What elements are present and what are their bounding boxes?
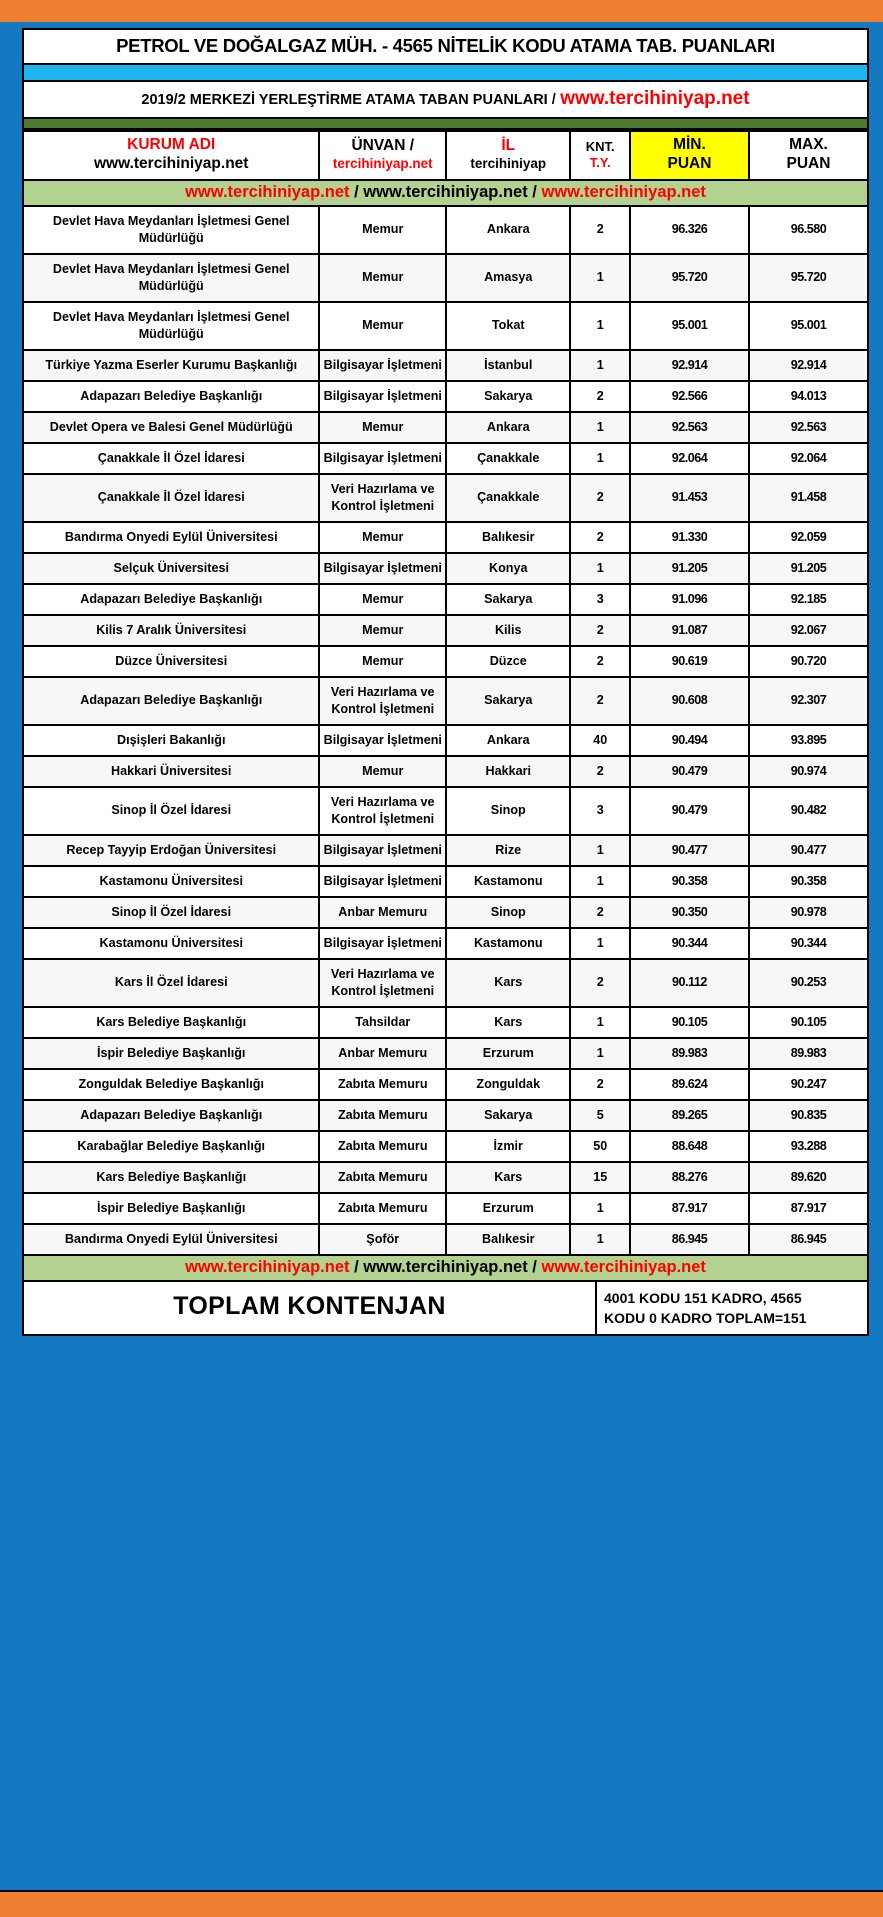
cell-kurum: Devlet Hava Meydanları İşletmesi Genel Müdürlüğü [23,302,319,350]
cell-min-puan: 95.001 [630,302,749,350]
cell-kurum: Adapazarı Belediye Başkanlığı [23,1100,319,1131]
cell-kontenjan: 2 [570,522,630,553]
table-row [23,1038,868,1069]
table-row [23,1162,868,1193]
cell-kurum: Türkiye Yazma Eserler Kurumu Başkanlığı [23,350,319,381]
cell-max-puan: 86.945 [749,1224,868,1255]
cell-min-puan: 91.087 [630,615,749,646]
banner-sep-2: / [532,182,537,201]
cell-il: Sakarya [446,584,570,615]
cell-il: Kastamonu [446,928,570,959]
cell-il: Rize [446,835,570,866]
cell-min-puan: 89.624 [630,1069,749,1100]
top-orange-band [0,0,883,22]
green-divider-strip [22,119,869,130]
banner-link-c[interactable]: www.tercihiniyap.net [541,182,706,201]
cell-il: Zonguldak [446,1069,570,1100]
cell-unvan: Zabıta Memuru [319,1193,446,1224]
cell-max-puan: 91.205 [749,553,868,584]
cell-il: Balıkesir [446,522,570,553]
table-row [23,522,868,553]
cell-unvan: Zabıta Memuru [319,1131,446,1162]
cell-unvan: Zabıta Memuru [319,1069,446,1100]
cell-kurum: Karabağlar Belediye Başkanlığı [23,1131,319,1162]
cell-il: Kars [446,959,570,1007]
table-row [23,302,868,350]
cell-kontenjan: 2 [570,677,630,725]
total-quota-label: TOPLAM KONTENJAN [173,1291,446,1320]
cell-kurum: Devlet Hava Meydanları İşletmesi Genel Müdürlüğü [23,206,319,254]
cell-unvan: Bilgisayar İşletmeni [319,725,446,756]
cell-kurum: Bandırma Onyedi Eylül Üniversitesi [23,1224,319,1255]
cell-max-puan: 92.067 [749,615,868,646]
cell-kurum: Çanakkale İl Özel İdaresi [23,474,319,522]
cell-min-puan: 92.566 [630,381,749,412]
cell-il: Tokat [446,302,570,350]
cell-max-puan: 90.247 [749,1069,868,1100]
cell-kontenjan: 2 [570,1069,630,1100]
cell-max-puan: 95.001 [749,302,868,350]
cell-min-puan: 92.064 [630,443,749,474]
cell-min-puan: 90.608 [630,677,749,725]
cell-unvan: Memur [319,412,446,443]
cell-kontenjan: 1 [570,1193,630,1224]
cell-kurum: İspir Belediye Başkanlığı [23,1193,319,1224]
banner-cell-top [23,180,868,206]
banner-row-bottom [23,1255,868,1281]
cell-kurum: Bandırma Onyedi Eylül Üniversitesi [23,522,319,553]
cell-kontenjan: 5 [570,1100,630,1131]
table-row [23,474,868,522]
table-row [23,254,868,302]
cell-unvan: Memur [319,646,446,677]
cell-max-puan: 92.064 [749,443,868,474]
column-header-kontenjan [570,131,630,180]
cell-unvan: Memur [319,756,446,787]
column-header-unvan [319,131,446,180]
header-il-line1: İL [501,137,516,155]
cell-il: Sakarya [446,1100,570,1131]
cell-max-puan: 90.105 [749,1007,868,1038]
cell-max-puan: 90.835 [749,1100,868,1131]
cell-kontenjan: 1 [570,928,630,959]
cell-il: Ankara [446,412,570,443]
header-min-line1: MİN. [673,136,706,153]
table-row [23,928,868,959]
table-row [23,725,868,756]
table-row [23,959,868,1007]
cell-unvan: Bilgisayar İşletmeni [319,553,446,584]
cell-max-puan: 90.253 [749,959,868,1007]
header-max-line1: MAX. [789,136,828,153]
cell-unvan: Tahsildar [319,1007,446,1038]
table-row [23,866,868,897]
footer-bar [22,1282,869,1337]
table-row [23,1131,868,1162]
cell-max-puan: 90.344 [749,928,868,959]
cell-min-puan: 86.945 [630,1224,749,1255]
cell-kontenjan: 2 [570,646,630,677]
cell-kurum: Adapazarı Belediye Başkanlığı [23,381,319,412]
cell-min-puan: 90.477 [630,835,749,866]
cell-il: Kars [446,1162,570,1193]
cell-min-puan: 91.330 [630,522,749,553]
cell-kurum: Devlet Opera ve Balesi Genel Müdürlüğü [23,412,319,443]
cell-kontenjan: 2 [570,959,630,1007]
cell-unvan: Anbar Memuru [319,1038,446,1069]
cell-kontenjan: 1 [570,1224,630,1255]
cell-kontenjan: 1 [570,412,630,443]
table-row [23,350,868,381]
table-row [23,443,868,474]
cell-il: Sinop [446,787,570,835]
cell-il: Sakarya [446,677,570,725]
banner-bottom-sep-2: / [532,1257,537,1276]
cell-unvan: Bilgisayar İşletmeni [319,381,446,412]
cell-max-puan: 89.983 [749,1038,868,1069]
cell-unvan: Bilgisayar İşletmeni [319,928,446,959]
cell-kontenjan: 1 [570,1038,630,1069]
table-row [23,1100,868,1131]
cell-min-puan: 92.563 [630,412,749,443]
cell-min-puan: 90.358 [630,866,749,897]
table-row [23,553,868,584]
cell-il: İstanbul [446,350,570,381]
cell-kontenjan: 3 [570,787,630,835]
cell-il: Erzurum [446,1193,570,1224]
cell-max-puan: 94.013 [749,381,868,412]
cell-kontenjan: 1 [570,866,630,897]
title-bar [22,28,869,65]
banner-cell-bottom [23,1255,868,1281]
cell-kontenjan: 1 [570,553,630,584]
cell-il: Balıkesir [446,1224,570,1255]
column-header-max-puan [749,131,868,180]
cell-unvan: Bilgisayar İşletmeni [319,350,446,381]
cell-unvan: Zabıta Memuru [319,1162,446,1193]
header-kurum-line2: www.tercihiniyap.net [93,154,249,172]
cell-il: Çanakkale [446,474,570,522]
total-quota-note-line1: 4001 KODU 151 KADRO, 4565 [604,1289,802,1306]
cell-unvan: Veri Hazırlama ve Kontrol İşletmeni [319,959,446,1007]
cell-max-puan: 90.477 [749,835,868,866]
cell-max-puan: 92.185 [749,584,868,615]
total-quota-note [595,1282,867,1335]
table-row [23,615,868,646]
table-row [23,787,868,835]
scores-table [22,130,869,1282]
cell-kontenjan: 1 [570,302,630,350]
table-row [23,897,868,928]
cell-kontenjan: 40 [570,725,630,756]
page-title: PETROL VE DOĞALGAZ MÜH. - 4565 NİTELİK KODU ATAMA TAB. PUANLARI [116,35,775,56]
column-header-min-puan [630,131,749,180]
cell-min-puan: 88.648 [630,1131,749,1162]
cell-il: Kilis [446,615,570,646]
cell-unvan: Memur [319,254,446,302]
cell-unvan: Veri Hazırlama ve Kontrol İşletmeni [319,677,446,725]
banner-link-a[interactable]: www.tercihiniyap.net [185,182,350,201]
banner-bottom-link-b[interactable]: www.tercihiniyap.net [363,1257,528,1276]
cell-kontenjan: 3 [570,584,630,615]
table-row [23,206,868,254]
cell-unvan: Veri Hazırlama ve Kontrol İşletmeni [319,474,446,522]
cell-il: Sinop [446,897,570,928]
column-header-il [446,131,570,180]
cell-il: Ankara [446,725,570,756]
cell-kurum: Hakkari Üniversitesi [23,756,319,787]
table-row [23,1069,868,1100]
cell-kurum: Selçuk Üniversitesi [23,553,319,584]
cell-unvan: Memur [319,206,446,254]
cell-min-puan: 96.326 [630,206,749,254]
cell-unvan: Memur [319,302,446,350]
banner-bottom-link-a[interactable]: www.tercihiniyap.net [185,1257,350,1276]
bottom-orange-band [0,1890,883,1917]
cell-unvan: Bilgisayar İşletmeni [319,443,446,474]
cell-max-puan: 90.358 [749,866,868,897]
subtitle-site-link[interactable]: www.tercihiniyap.net [560,88,750,109]
cell-min-puan: 90.479 [630,756,749,787]
cell-min-puan: 91.096 [630,584,749,615]
table-row [23,1193,868,1224]
header-unvan-line1: ÜNVAN / [351,137,415,155]
banner-top-body [23,180,868,206]
cell-min-puan: 90.619 [630,646,749,677]
cell-unvan: Bilgisayar İşletmeni [319,835,446,866]
header-max-line2: PUAN [786,154,831,172]
header-il-line2: tercihiniyap [470,156,547,172]
table-row [23,756,868,787]
cell-kontenjan: 2 [570,474,630,522]
cell-unvan: Şoför [319,1224,446,1255]
cell-kurum: Adapazarı Belediye Başkanlığı [23,677,319,725]
cell-kurum: Sinop İl Özel İdaresi [23,787,319,835]
cell-kurum: Kars Belediye Başkanlığı [23,1162,319,1193]
table-header [23,131,868,180]
cell-unvan: Anbar Memuru [319,897,446,928]
banner-bottom-sep-1: / [354,1257,359,1276]
cell-kurum: Zonguldak Belediye Başkanlığı [23,1069,319,1100]
cell-max-puan: 92.563 [749,412,868,443]
cell-max-puan: 91.458 [749,474,868,522]
table-row [23,646,868,677]
cell-max-puan: 93.895 [749,725,868,756]
table-row [23,835,868,866]
cell-min-puan: 90.479 [630,787,749,835]
banner-sep-1: / [354,182,359,201]
table-row [23,1224,868,1255]
cell-il: Hakkari [446,756,570,787]
cell-kontenjan: 50 [570,1131,630,1162]
cell-il: Kastamonu [446,866,570,897]
cell-max-puan: 90.978 [749,897,868,928]
column-header-kurum [23,131,319,180]
cell-max-puan: 93.288 [749,1131,868,1162]
banner-row-top [23,180,868,206]
cell-kontenjan: 1 [570,254,630,302]
cell-unvan: Memur [319,615,446,646]
cell-kurum: Devlet Hava Meydanları İşletmesi Genel Müdürlüğü [23,254,319,302]
banner-bottom-link-c[interactable]: www.tercihiniyap.net [541,1257,706,1276]
cell-min-puan: 90.350 [630,897,749,928]
table-row [23,677,868,725]
cell-max-puan: 95.720 [749,254,868,302]
table-body [23,206,868,1255]
total-quota-note-line2: KODU 0 KADRO TOPLAM=151 [604,1310,807,1327]
cell-kurum: Dışişleri Bakanlığı [23,725,319,756]
cell-kurum: Recep Tayyip Erdoğan Üniversitesi [23,835,319,866]
cell-min-puan: 90.105 [630,1007,749,1038]
header-unvan-line2: tercihiniyap.net [332,156,433,172]
subtitle-text: 2019/2 MERKEZİ YERLEŞTİRME ATAMA TABAN PUANLARI / [141,92,556,108]
table-row [23,412,868,443]
cell-kontenjan: 2 [570,897,630,928]
cell-unvan: Bilgisayar İşletmeni [319,866,446,897]
cyan-divider-strip [22,65,869,82]
cell-kurum: Adapazarı Belediye Başkanlığı [23,584,319,615]
cell-kontenjan: 2 [570,615,630,646]
cell-kontenjan: 1 [570,443,630,474]
cell-kontenjan: 1 [570,835,630,866]
cell-kurum: Kars İl Özel İdaresi [23,959,319,1007]
cell-kurum: Kilis 7 Aralık Üniversitesi [23,615,319,646]
header-kurum-line1: KURUM ADI [127,136,216,153]
cell-il: Konya [446,553,570,584]
cell-max-puan: 90.720 [749,646,868,677]
cell-kurum: Kastamonu Üniversitesi [23,866,319,897]
cell-min-puan: 95.720 [630,254,749,302]
banner-bottom-body [23,1255,868,1281]
cell-max-puan: 90.974 [749,756,868,787]
cell-il: İzmir [446,1131,570,1162]
cell-il: Amasya [446,254,570,302]
cell-unvan: Zabıta Memuru [319,1100,446,1131]
cell-min-puan: 90.494 [630,725,749,756]
cell-unvan: Memur [319,522,446,553]
cell-unvan: Veri Hazırlama ve Kontrol İşletmeni [319,787,446,835]
cell-kontenjan: 2 [570,756,630,787]
cell-kontenjan: 2 [570,381,630,412]
table-row [23,381,868,412]
cell-max-puan: 89.620 [749,1162,868,1193]
cell-kurum: Sinop İl Özel İdaresi [23,897,319,928]
cell-max-puan: 87.917 [749,1193,868,1224]
cell-max-puan: 90.482 [749,787,868,835]
blue-frame [0,22,883,1890]
cell-il: Kars [446,1007,570,1038]
cell-min-puan: 88.276 [630,1162,749,1193]
cell-kurum: Kars Belediye Başkanlığı [23,1007,319,1038]
cell-min-puan: 91.453 [630,474,749,522]
cell-min-puan: 90.112 [630,959,749,1007]
cell-il: Çanakkale [446,443,570,474]
cell-min-puan: 92.914 [630,350,749,381]
table-row [23,1007,868,1038]
cell-max-puan: 92.059 [749,522,868,553]
subtitle-bar [22,82,869,119]
cell-kurum: İspir Belediye Başkanlığı [23,1038,319,1069]
cell-min-puan: 87.917 [630,1193,749,1224]
cell-kurum: Çanakkale İl Özel İdaresi [23,443,319,474]
cell-il: Düzce [446,646,570,677]
table-row [23,584,868,615]
cell-max-puan: 96.580 [749,206,868,254]
header-knt-line2: T.Y. [589,154,611,170]
cell-min-puan: 89.265 [630,1100,749,1131]
cell-min-puan: 91.205 [630,553,749,584]
cell-kontenjan: 15 [570,1162,630,1193]
cell-max-puan: 92.914 [749,350,868,381]
cell-il: Sakarya [446,381,570,412]
header-min-line2: PUAN [667,154,712,172]
cell-min-puan: 90.344 [630,928,749,959]
banner-link-b[interactable]: www.tercihiniyap.net [363,182,528,201]
cell-kontenjan: 1 [570,1007,630,1038]
cell-il: Ankara [446,206,570,254]
cell-min-puan: 89.983 [630,1038,749,1069]
cell-unvan: Memur [319,584,446,615]
cell-kontenjan: 2 [570,206,630,254]
cell-kurum: Kastamonu Üniversitesi [23,928,319,959]
cell-kurum: Düzce Üniversitesi [23,646,319,677]
cell-max-puan: 92.307 [749,677,868,725]
header-knt-line1: KNT. [585,139,615,155]
cell-il: Erzurum [446,1038,570,1069]
header-row [23,131,868,180]
cell-kontenjan: 1 [570,350,630,381]
